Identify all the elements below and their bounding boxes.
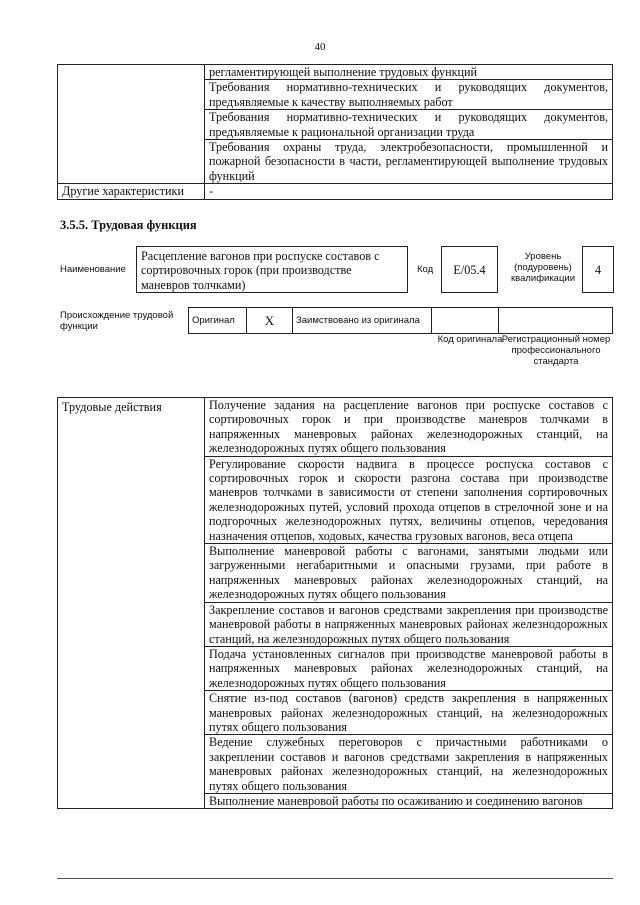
- qualification-level-label: Уровень (подуровень) квалификации: [510, 251, 576, 284]
- table-row: [58, 184, 613, 199]
- name-label: Наименование: [60, 264, 126, 275]
- requirement-cell: Требования нормативно-технических и руководящих документов, предъявляемые к рациональной организации труда: [205, 110, 613, 140]
- original-mark: X: [247, 308, 293, 334]
- code-original-caption: Код оригинала: [437, 334, 503, 345]
- function-name: Расцепление вагонов при роспуске составов с сортировочных горок (при производстве маневров толчками): [136, 246, 408, 293]
- labor-actions-label: Трудовые действия: [58, 398, 205, 809]
- action-cell: Ведение служебных переговоров с причастными работниками о закреплении составов и вагонов средствами закрепления в напряженных маневровых районах железнодорожных станций, на железнодорожных путях общего пользования: [205, 735, 613, 794]
- labor-actions-table: [57, 397, 613, 809]
- qualification-level: 4: [582, 246, 614, 293]
- borrowed-label: Заимствовано из оригинала: [293, 308, 432, 334]
- reg-number-caption: Регистрационный номер профессионального стандарта: [501, 334, 611, 367]
- action-cell: Получение задания на расцепление вагонов при роспуске составов с сортировочных горок и при производстве маневров толчками в напряженных маневровых районах железнодорожных станций, на железнодорожных путях общего пользования: [205, 398, 613, 457]
- reg-number-cell: [499, 308, 613, 334]
- code-label: Код: [417, 264, 434, 275]
- bottom-rule: [57, 878, 613, 879]
- requirements-table: [57, 64, 613, 200]
- empty-left-cell: [58, 65, 205, 184]
- section-title: 3.5.5. Трудовая функция: [60, 218, 197, 232]
- other-characteristics-value: -: [205, 184, 613, 199]
- action-cell: Выполнение маневровой работы с вагонами, занятыми людьми или загруженными негабаритными и опасными грузами, при работе в напряженных маневровых районах железнодорожных станций, на железнодорожных путях общего пользования: [205, 544, 613, 603]
- requirement-cell: Требования нормативно-технических и руководящих документов, предъявляемые к качеству выполняемых работ: [205, 80, 613, 110]
- requirement-cell: Требования охраны труда, электробезопасности, промышленной и пожарной безопасности в части, регламентирующей выполнение трудовых функций: [205, 140, 613, 184]
- code-original-cell: [432, 308, 499, 334]
- action-cell: Закрепление составов и вагонов средствами закрепления при производстве маневровой работы в напряженных маневровых районах железнодорожных станций, на железнодорожных путях общего пользования: [205, 602, 613, 646]
- table-row: [58, 398, 613, 457]
- page-number: 40: [314, 41, 326, 53]
- table-row: [58, 65, 613, 80]
- requirement-cell: регламентирующей выполнение трудовых функций: [205, 65, 613, 80]
- action-cell: Снятие из-под составов (вагонов) средств закрепления в напряженных маневровых районах железнодорожных станций, на железнодорожных путях общего пользования: [205, 691, 613, 735]
- action-cell: Регулирование скорости надвига в процессе роспуска составов с сортировочных горок и скорости разгона состава при производстве маневров толчками в зависимости от степени заполнения сортировочных железнодорожных путей, условий прохода отцепов в стрелочной зоне и на подгорочных железнодорожных путях, величины отцепов, чередования назначения отцепов, ходовых, качества грузовых вагонов, веса отцепа: [205, 456, 613, 543]
- action-cell: Выполнение маневровой работы по осаживанию и соединению вагонов: [205, 793, 613, 808]
- original-label: Оригинал: [189, 308, 247, 334]
- other-characteristics-label: Другие характеристики: [58, 184, 205, 199]
- function-code: E/05.4: [441, 246, 498, 293]
- action-cell: Подача установленных сигналов при производстве маневровой работы в напряженных маневровых районах железнодорожных станций, на железнодорожных путях общего пользования: [205, 646, 613, 690]
- origin-label: Происхождение трудовой функции: [60, 310, 174, 332]
- table-row: [189, 308, 613, 334]
- origin-table: [188, 307, 613, 334]
